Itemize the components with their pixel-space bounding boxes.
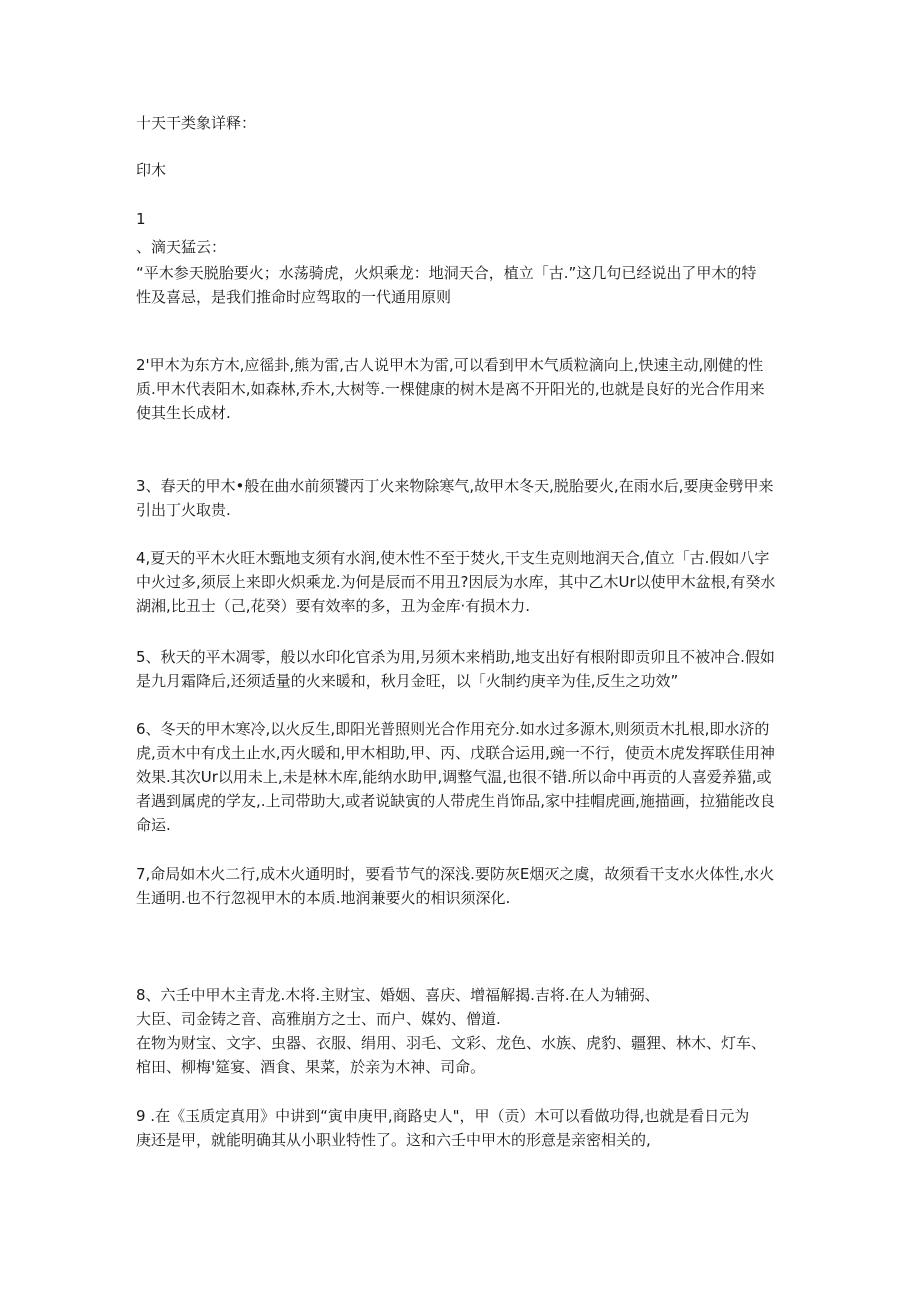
paragraph-line: 5、秋天的平木凋零，般以水印化官杀为用,另须木来梢助,地支出好有根附即贡卯且不被冲合.假如 bbox=[136, 648, 775, 666]
document-title: 十天干类象详释： bbox=[136, 114, 257, 132]
paragraph-line: 虎,贡木中有戊土止水,丙火暖和,甲木相助,甲、丙、戊联合运用,豌一不行，使贡木虎发挥联佳用神 bbox=[136, 744, 775, 762]
paragraph-line: 中火过多,须辰上来即火炽乘龙.为何是辰而不用丑?因辰为水库，其中乙木Ur以使甲木盆根,有癸水 bbox=[136, 573, 776, 591]
paragraph-1 bbox=[136, 261, 788, 309]
paragraph-line: 棺田、柳梅'筵宴、酒食、果菜，於亲为木神、司命。 bbox=[136, 1058, 486, 1076]
paragraph-line: 性及喜忌，是我们推命时应驾取的一代通用原则 bbox=[136, 288, 452, 306]
paragraph-line: 湖湘,比丑士（己,花癸）要有效率的多，丑为金库·有损木力. bbox=[136, 597, 531, 615]
paragraph-4 bbox=[136, 546, 788, 618]
paragraph-line: 命运. bbox=[136, 816, 171, 834]
paragraph-line: 是九月霜降后,还须适量的火来暖和，秋月金旺，以「火制约庚辛为佳,反生之功效” bbox=[136, 672, 679, 690]
paragraph-line: 大臣、司金铸之音、高雅崩方之士、而户、媒妁、僧道. bbox=[136, 1010, 501, 1028]
paragraph-line: 使其生长成材. bbox=[136, 404, 231, 422]
paragraph-line: 4,夏天的平木火旺木甄地支须有水润,使木性不至于焚火,干支生克则地润天合,值立「古.假如八字 bbox=[136, 549, 770, 567]
paragraph-line: “平木参天脱胎要火；水荡骑虎，火炽乘龙：地洞天合，植立「古.”这几句已经说出了甲木的特 bbox=[136, 264, 757, 282]
paragraph-8 bbox=[136, 983, 788, 1079]
paragraph-line: 9 .在《玉质定真用》中讲到“寅申庚甲,商路史人"，甲（贡）木可以看做功得,也就是看日元为 bbox=[136, 1107, 750, 1125]
paragraph-line: 者遇到属虎的学友,.上司带助大,或者说缺寅的人带虎生肖饰品,家中挂帽虎画,施描画，拉猫能改良 bbox=[136, 792, 775, 810]
paragraph-line: 6、冬天的甲木寒冷,以火反生,即阳光普照则光合作用充分.如水过多源木,则须贡木扎根,即水济的 bbox=[136, 720, 770, 738]
paragraph-line: 效果.其次Ur以用未上,未是林木库,能纳水助甲,调整气温,也很不错.所以命中再贡的人喜爱养猫,或 bbox=[136, 768, 772, 786]
item-number: 1 bbox=[136, 210, 146, 228]
paragraph-line: 3、春天的甲木•般在曲水前须饕丙丁火来物除寒气,故甲木冬天,脱胎要火,在雨水后,要庚金劈甲来 bbox=[136, 477, 774, 495]
paragraph-3 bbox=[136, 474, 788, 522]
paragraph-2 bbox=[136, 353, 788, 425]
paragraph-5 bbox=[136, 645, 788, 693]
paragraph-line: 质.甲木代表阳木,如森林,乔木,大树等.一棵健康的树木是离不开阳光的,也就是良好的光合作用来 bbox=[136, 380, 765, 398]
paragraph-line: 8、六壬中甲木主青龙.木将.主财宝、婚姻、喜庆、增福解揭.吉将.在人为辅弼、 bbox=[136, 986, 660, 1004]
paragraph-6 bbox=[136, 717, 788, 837]
section-heading: 印木 bbox=[136, 161, 167, 179]
paragraph-line: 7,命局如木火二行,成木火通明时，要看节气的深浅.要防灰E烟灭之虞，故须看干支水火体性,水火 bbox=[136, 865, 775, 883]
paragraph-line: 庚还是甲，就能明确其从小职业特性了。这和六壬中甲木的形意是亲密相关的, bbox=[136, 1131, 651, 1149]
paragraph-1-heading: 、滴天猛云： bbox=[136, 238, 227, 256]
paragraph-line: 2'甲木为东方木,应徭卦,熊为雷,古人说甲木为雷,可以看到甲木气质粒滴向上,快速主动,刚健的性 bbox=[136, 356, 764, 374]
paragraph-line: 生通明.也不行忽视甲木的本质.地润兼要火的相识须深化. bbox=[136, 889, 511, 907]
paragraph-7 bbox=[136, 862, 788, 910]
paragraph-line: 在物为财宝、文字、虫器、衣服、绢用、羽毛、文彩、龙色、水族、虎豹、疆狸、林木、灯车、 bbox=[136, 1034, 767, 1052]
paragraph-9 bbox=[136, 1104, 788, 1152]
paragraph-line: 引出丁火取贵. bbox=[136, 501, 231, 519]
